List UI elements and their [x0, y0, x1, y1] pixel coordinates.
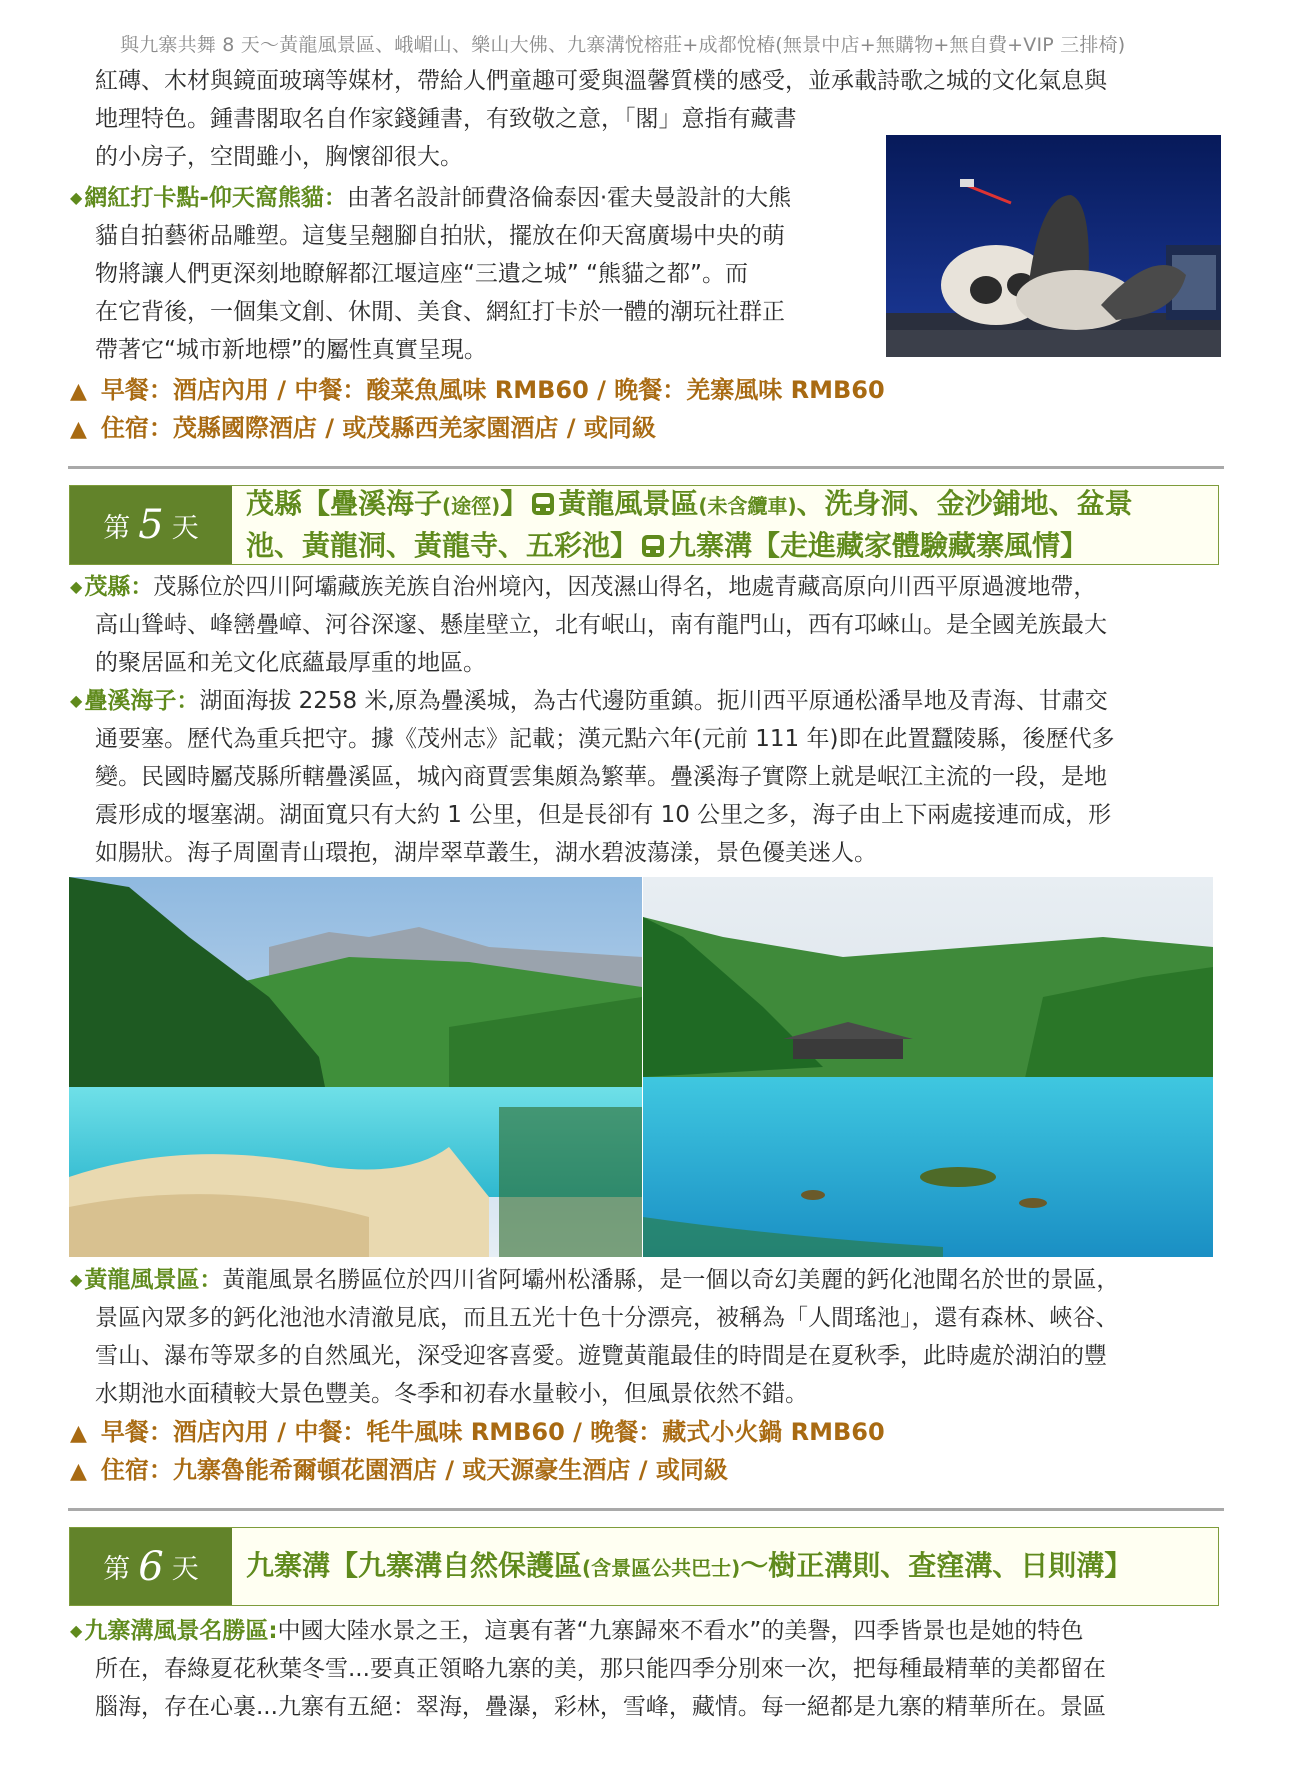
triangle-bullet-icon: ▲: [70, 1421, 87, 1446]
diamond-bullet-icon: ◆: [70, 188, 83, 207]
diexi-paragraph: [70, 682, 1114, 872]
day4-meal-line: [70, 371, 885, 411]
diamond-bullet-icon: ◆: [70, 691, 83, 710]
section-divider: [68, 466, 1224, 469]
hotel-text: 住宿：九寨魯能希爾頓花園酒店 / 或天源豪生酒店 / 或同級: [100, 1456, 728, 1484]
day6-header: [69, 1527, 1219, 1606]
spot-text: 黃龍風景名勝區位於四川省阿壩州松潘縣，是一個以奇幻美麗的鈣化池聞名於世的景區，: [222, 1267, 1120, 1293]
triangle-bullet-icon: ▲: [70, 379, 87, 404]
title-note: (途徑): [442, 494, 501, 518]
meal-text: 早餐：酒店內用 / 中餐：牦牛風味 RMB60 / 晚餐：藏式小火鍋 RMB60: [100, 1418, 885, 1446]
diamond-bullet-icon: ◆: [70, 1621, 83, 1640]
spot-line: 帶著它“城市新地標”的屬性真實呈現。: [95, 337, 487, 363]
spot-label: 茂縣：: [84, 574, 154, 600]
spot-line: 震形成的堰塞湖。湖面寬只有大約 1 公里，但是長卻有 10 公里之多，海子由上下兩處接連而成，形: [95, 802, 1112, 828]
title-note: (未含纜車): [698, 494, 797, 518]
spot-line: 腦海，存在心裏...九寨有五絕：翠海，疊瀑，彩林，雪峰，藏情。每一絕都是九寨的精華所在。景區: [95, 1694, 1106, 1720]
bus-icon: [532, 493, 554, 515]
huanglong-paragraph: [70, 1261, 1119, 1413]
triangle-bullet-icon: ▲: [70, 417, 87, 442]
spot-line: 水期池水面積較大景色豐美。冬季和初春水量較小，但風景依然不錯。: [95, 1381, 808, 1407]
meal-text: 早餐：酒店內用 / 中餐：酸菜魚風味 RMB60 / 晚餐：羌寨風味 RMB60: [100, 376, 885, 404]
huanglong-temple-lake-photo: [643, 877, 1213, 1257]
day5-title: [246, 486, 1208, 564]
day5-meal-line: [70, 1413, 885, 1453]
day5-badge: [70, 486, 232, 564]
title-part: 茂縣【疊溪海子: [246, 487, 443, 520]
spot-label: 黃龍風景區：: [84, 1267, 223, 1293]
title-part: 九寨溝【走進藏家體驗藏寨風情】: [668, 529, 1089, 562]
spot-line: 所在，春綠夏花秋葉冬雪...要真正領略九寨的美，那只能四季分別來一次，把每種最精華的美都留在: [95, 1656, 1106, 1682]
title-part: 黃龍風景區: [558, 487, 699, 520]
spot-line: 變。民國時屬茂縣所轄疊溪區，城內商賈雲集頗為繁華。疊溪海子實際上就是岷江主流的一段，是地: [95, 764, 1107, 790]
spot-line: 通要塞。歷代為重兵把守。據《茂州志》記載；漢元點六年(元前 111 年)即在此置蠶陵縣，後歷代多: [95, 726, 1115, 752]
maoxian-paragraph: [70, 568, 1107, 682]
title-part: 池、黃龍洞、黃龍寺、五彩池】: [246, 529, 639, 562]
title-part: 、洗身洞、金沙鋪地、盆景: [796, 487, 1133, 520]
spot-line: 雪山、瀑布等眾多的自然風光，深受迎客喜愛。遊覽黃龍最佳的時間是在夏秋季，此時處於湖泊的豐: [95, 1343, 1107, 1369]
title-part: 】: [500, 487, 529, 520]
intro-line: 的小房子，空間雖小，胸懷卻很大。: [95, 144, 463, 170]
spot-text: 由著名設計師費洛倫泰因·霍夫曼設計的大熊: [346, 185, 792, 211]
intro-line: 紅磚、木材與鏡面玻璃等媒材，帶給人們童趣可愛與溫馨質樸的感受，並承載詩歌之城的文化氣息與: [95, 68, 1107, 94]
triangle-bullet-icon: ▲: [70, 1459, 87, 1484]
day-prefix: 第: [103, 1554, 131, 1585]
spot-text: 湖面海拔 2258 米,原為疊溪城，為古代邊防重鎮。扼川西平原通松潘旱地及青海、甘肅交: [199, 688, 1108, 714]
intro-line: 地理特色。鍾書閣取名自作家錢鍾書，有致敬之意，「閣」意指有藏書: [95, 106, 797, 132]
jiuzhai-paragraph: [70, 1612, 1106, 1726]
day5-hotel-line: [70, 1451, 728, 1491]
section-divider: [68, 1508, 1224, 1511]
spot-label: 九寨溝風景名勝區:: [84, 1618, 278, 1644]
spot-label: 疊溪海子：: [84, 688, 200, 714]
diamond-bullet-icon: ◆: [70, 1270, 83, 1289]
day-number: 5: [138, 502, 164, 548]
day-suffix: 天: [171, 1554, 199, 1585]
spot-line: 景區內眾多的鈣化池池水清澈見底，而且五光十色十分漂亮，被稱為「人間瑤池」，還有森林、峽谷、: [95, 1305, 1119, 1331]
day-number: 6: [138, 1543, 164, 1590]
spot-text: 中國大陸水景之王，這裏有著“九寨歸來不看水”的美譽，四季皆景也是她的特色: [277, 1618, 1084, 1644]
day5-header: [69, 485, 1219, 565]
panda-sculpture-photo: [886, 135, 1221, 357]
bus-icon: [642, 535, 664, 557]
spot-line: 的聚居區和羌文化底蘊最厚重的地區。: [95, 650, 486, 676]
day4-hotel-line: [70, 409, 656, 449]
page-header: 與九寨共舞 8 天～黃龍風景區、峨嵋山、樂山大佛、九寨溝悅榕莊+成都悅椿(無景中店+無購物+無自費+VIP 三排椅): [120, 34, 1126, 56]
title-note: (含景區公共巴士): [582, 1555, 741, 1580]
spot-line: 如腸狀。海子周圍青山環抱，湖岸翠草叢生，湖水碧波蕩漾，景色優美迷人。: [95, 840, 877, 866]
spot-text: 茂縣位於四川阿壩藏族羌族自治州境內，因茂濕山得名，地處青藏高原向川西平原過渡地帶，: [153, 574, 1097, 600]
diamond-bullet-icon: ◆: [70, 577, 83, 596]
panda-spot-paragraph: [70, 179, 791, 369]
hotel-text: 住宿：茂縣國際酒店 / 或茂縣西羌家園酒店 / 或同級: [100, 414, 656, 442]
day6-badge: [70, 1528, 232, 1605]
spot-line: 貓自拍藝術品雕塑。這隻呈翹腳自拍狀，擺放在仰天窩廣場中央的萌: [95, 223, 785, 249]
day6-title: [246, 1528, 1208, 1605]
spot-line: 高山聳峙、峰巒疊嶂、河谷深邃、懸崖壁立，北有岷山，南有龍門山，西有邛崍山。是全國羌族最大: [95, 612, 1107, 638]
title-part: ～樹正溝則、查窪溝、日則溝】: [740, 1548, 1133, 1582]
spot-line: 物將讓人們更深刻地瞭解都江堰這座“三遺之城” “熊貓之都”。而: [95, 261, 748, 287]
day-suffix: 天: [171, 512, 199, 544]
day-prefix: 第: [103, 512, 131, 544]
spot-label: 網紅打卡點-仰天窩熊貓：: [84, 185, 347, 211]
huanglong-pools-photo: [69, 877, 642, 1257]
spot-line: 在它背後，一個集文創、休閒、美食、網紅打卡於一體的潮玩社群正: [95, 299, 785, 325]
title-part: 九寨溝【九寨溝自然保護區: [246, 1548, 583, 1582]
